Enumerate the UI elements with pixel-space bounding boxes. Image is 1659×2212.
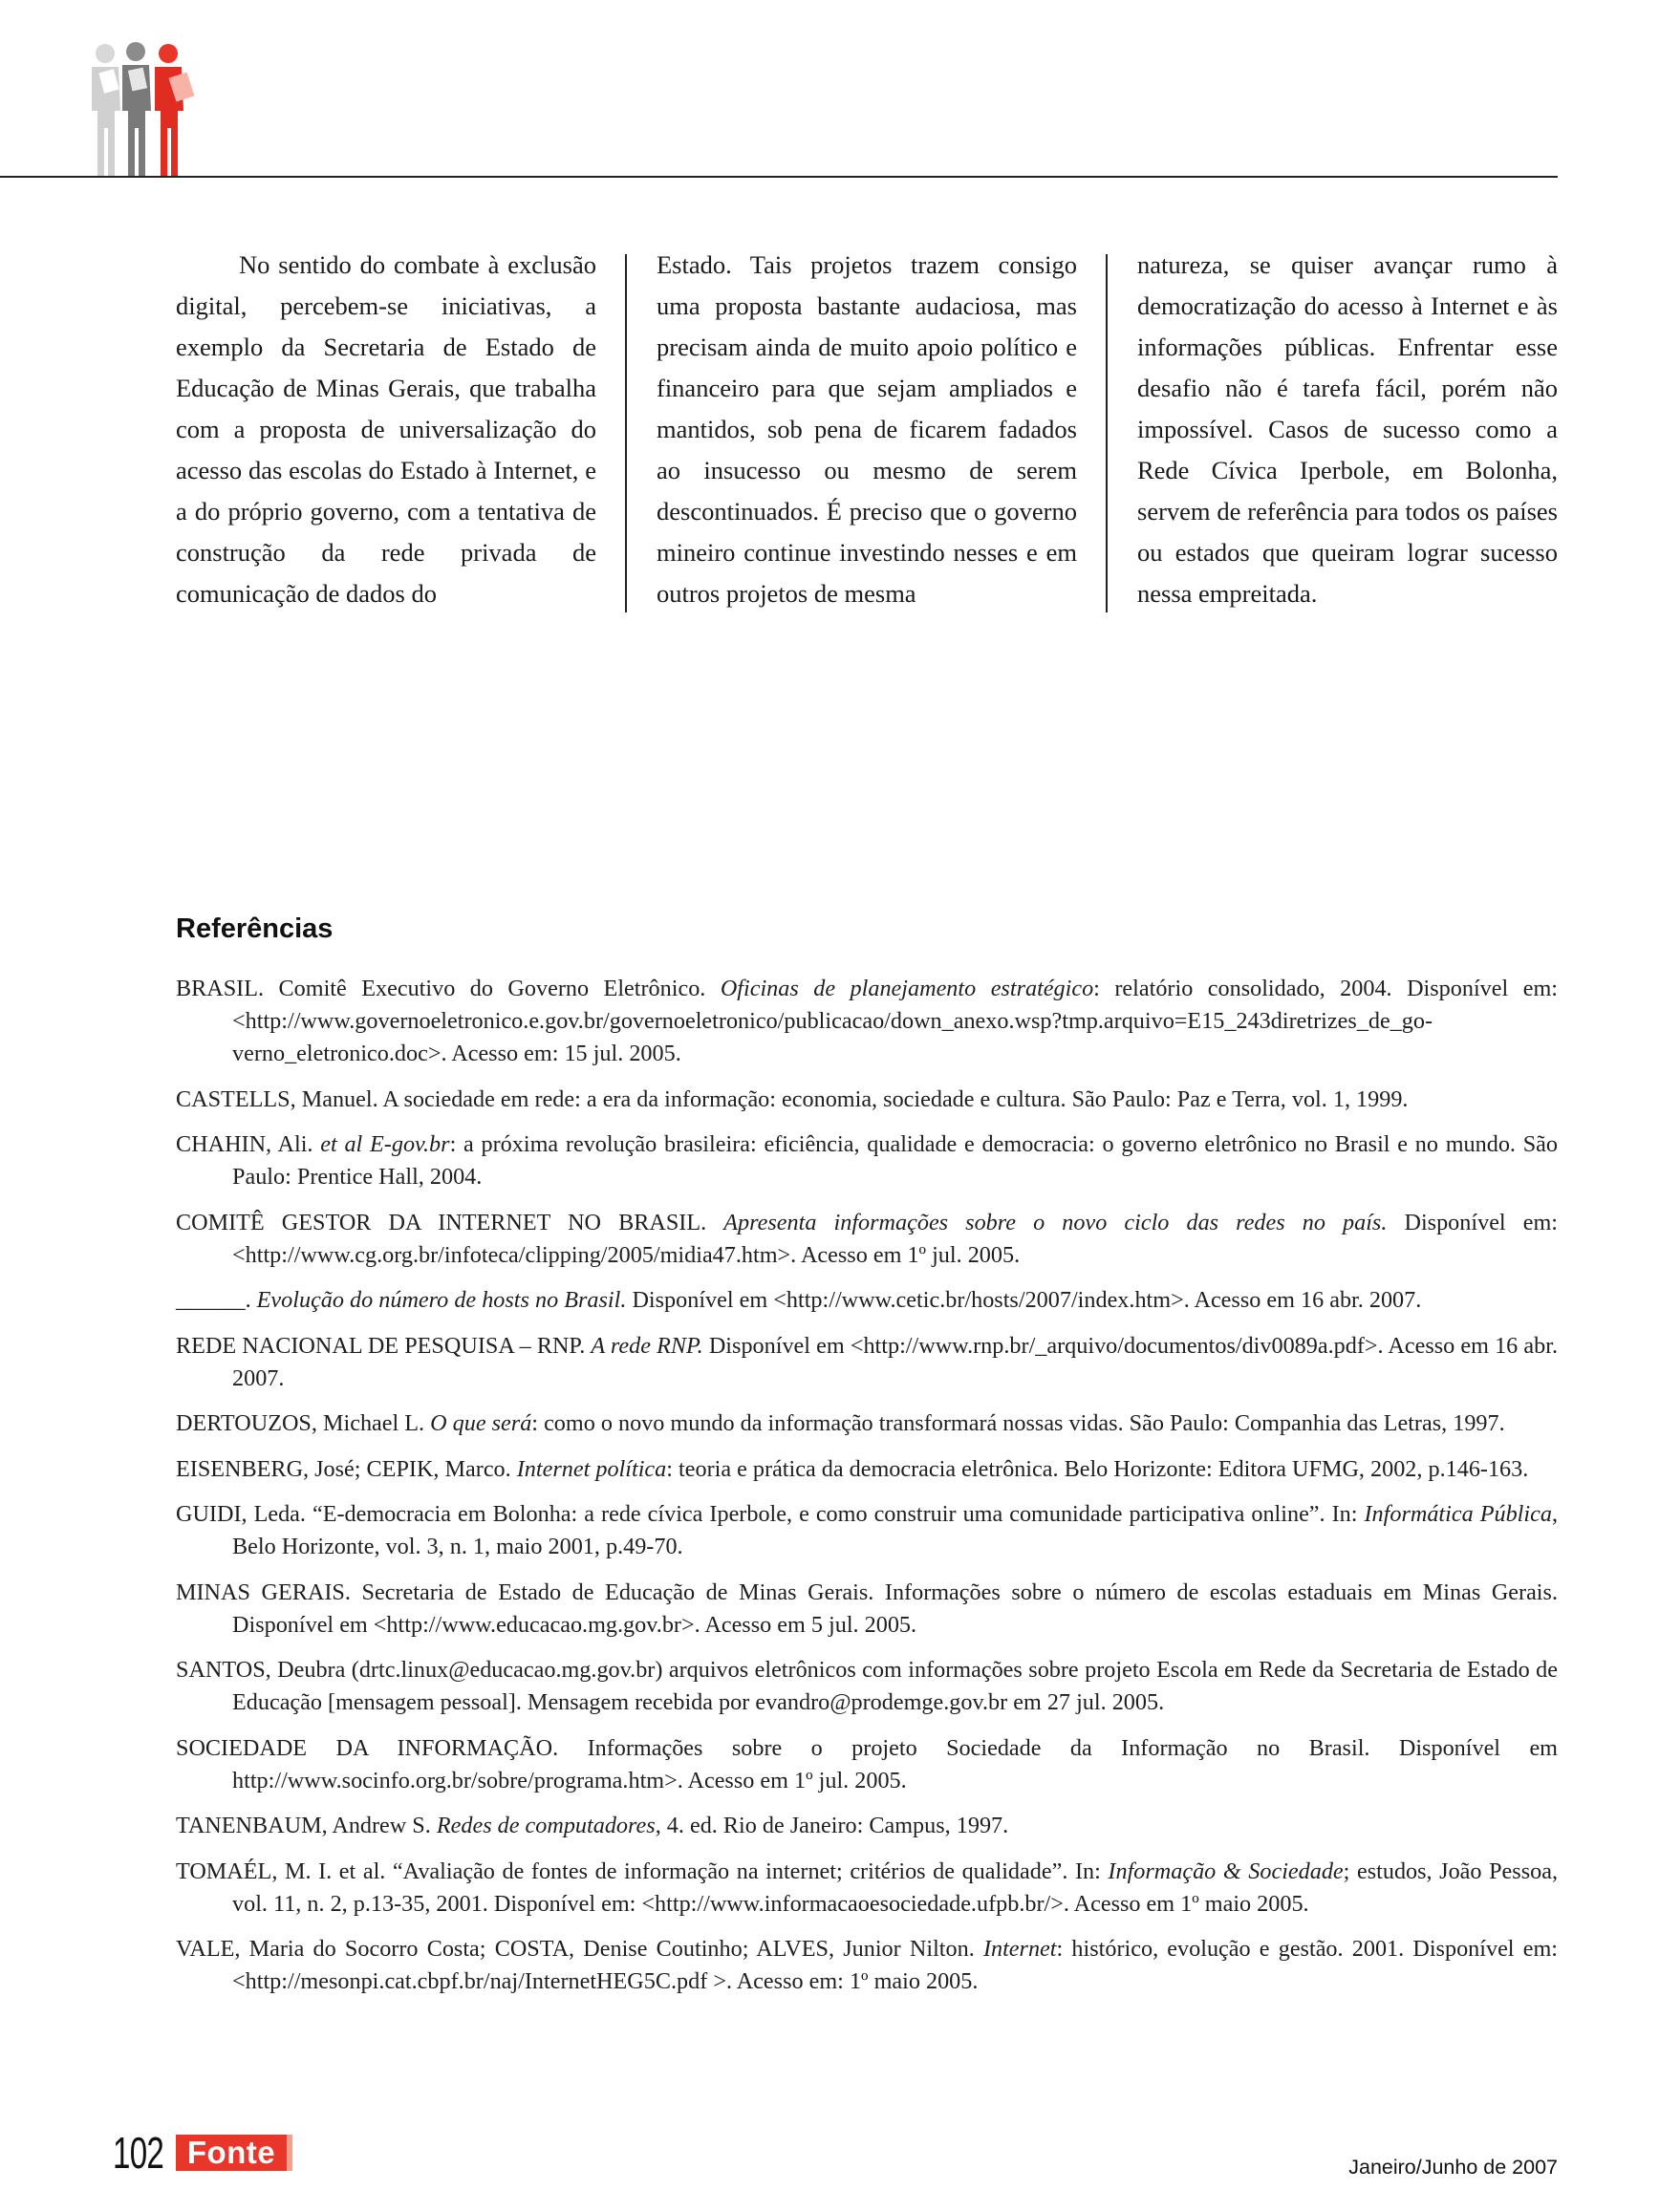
people-figures-icon <box>76 42 220 180</box>
reference-item <box>176 1654 1558 1719</box>
reference-title: Internet política <box>516 1455 667 1482</box>
reference-item <box>176 1284 1558 1317</box>
brand-logo: Fonte <box>176 2135 292 2171</box>
article-column-2 <box>657 245 1077 614</box>
reference-text: VALE, Maria do Socorro Costa; COSTA, Denise Coutinho; ALVES, Junior Nilton. <box>176 1936 983 1962</box>
reference-item <box>176 1856 1558 1921</box>
reference-item <box>176 1453 1558 1486</box>
reference-text: , 4. ed. Rio de Janeiro: Campus, 1997. <box>655 1813 1009 1838</box>
reference-text: SANTOS, Deubra (drtc.linux@educacao.mg.gov.br) arquivos eletrônicos com informações sobre projeto Escola em Rede da Secretaria de Estado de Educação [mensagem pessoal]. Mensagem recebida por evandro@prodemge.gov.br em 27 jul. 2005. <box>176 1657 1558 1715</box>
reference-item <box>176 1732 1558 1797</box>
header-rule <box>0 176 1558 178</box>
reference-item <box>176 1128 1558 1193</box>
reference-text: EISENBERG, José; CEPIK, Marco. <box>176 1455 517 1482</box>
reference-text: , Belo Horizonte, vol. 3, n. 1, maio 2001, p.49-70. <box>232 1501 1559 1559</box>
issue-date: Janeiro/Junho de 2007 <box>1348 2156 1558 2179</box>
reference-text: ; estudos, João Pessoa, vol. 11, n. 2, p.13-35, 2001. Disponível em: <http://www.informacaoesociedade.ufpb.br/>. Acesso em 1º maio 2005. <box>232 1858 1558 1917</box>
reference-text: : histórico, evolução e gestão. 2001. Disponível em: <http://mesonpi.cat.cbpf.br/naj/InternetHEG5C.pdf >. Acesso em: 1º maio 2005. <box>232 1936 1558 1994</box>
reference-text: MINAS GERAIS. Secretaria de Estado de Educação de Minas Gerais. Informações sobre o número de escolas estaduais em Minas Gerais. Disponível em <http://www.educacao.mg.gov.br>. Acesso em 5 jul. 2005. <box>176 1578 1558 1638</box>
column-divider <box>625 254 627 612</box>
article-body <box>176 245 1558 617</box>
reference-text: : a próxima revolução brasileira: eficiência, qualidade e democracia: o governo eletrônico no Brasil e no mundo. São Paulo: Prentice Hall, 2004. <box>232 1131 1559 1190</box>
reference-text: CASTELLS, Manuel. A sociedade em rede: a era da informação: economia, sociedade e cultura. São Paulo: Paz e Terra, vol. 1, 1999. <box>176 1085 1409 1112</box>
references-list <box>176 973 1558 2011</box>
reference-text: Disponível em <http://www.cetic.br/hosts/2007/index.htm>. Acesso em 16 abr. 2007. <box>626 1287 1422 1313</box>
reference-text: TOMAÉL, M. I. et al. “Avaliação de fontes de informação na internet; critérios de qualidade”. In: <box>176 1858 1109 1884</box>
paragraph: No sentido do combate à exclusão digital, percebem-se iniciativas, a exemplo da Secretaria de Estado de Educação de Minas Gerais, que trabalha com a proposta de universalização do acesso das escolas do Estado à Internet, e a do próprio governo, com a tentativa de construção da rede privada de comunicação de dados do <box>176 250 596 608</box>
reference-text: DERTOUZOS, Michael L. <box>176 1410 431 1436</box>
reference-title: O que será <box>430 1410 532 1436</box>
paragraph: Estado. Tais projetos trazem consigo uma proposta bastante audaciosa, mas precisam ainda de muito apoio político e financeiro para que sejam ampliados e mantidos, sob pena de ficarem fadados ao insucesso ou mesmo de serem descontinuados. É preciso que o governo mineiro continue investindo nesses e em outros projetos de mesma <box>657 250 1077 608</box>
reference-item <box>176 1407 1558 1440</box>
reference-item <box>176 1498 1558 1563</box>
reference-text: SOCIEDADE DA INFORMAÇÃO. Informações sobre o projeto Sociedade da Informação no Brasil. Disponível em http://www.socinfo.org.br/sobre/programa.htm>. Acesso em 1º jul. 2005. <box>176 1734 1558 1793</box>
reference-text: : relatório consolidado, 2004. Disponível em: <http://www.governoeletronico.e.gov.br/governoeletronico/publicacao/down_anexo.wsp?tmp.arquivo=E15_243diretrizes_de_governo_eletronico.doc>. Acesso em: 15 jul. 2005. <box>232 976 1558 1066</box>
reference-item <box>176 1207 1558 1272</box>
reference-title: Oficinas de planejamento estratégico <box>720 976 1094 1001</box>
reference-title: Informação & Sociedade <box>1108 1858 1344 1884</box>
reference-text: Disponível em <http://www.rnp.br/_arquivo/documentos/div0089a.pdf>. Acesso em 16 abr. 2007. <box>232 1332 1558 1391</box>
reference-text: CHAHIN, Ali. <box>176 1131 321 1157</box>
reference-text: GUIDI, Leda. “E-democracia em Bolonha: a rede cívica Iperbole, e como construir uma comunidade participativa online”. In: <box>176 1501 1365 1527</box>
reference-text: ______. <box>176 1287 257 1313</box>
paragraph: natureza, se quiser avançar rumo à democratização do acesso à Internet e às informações públicas. Enfrentar esse desafio não é tarefa fácil, porém não impossível. Casos de sucesso como a Rede Cívica Iperbole, em Bolonha, servem de referência para todos os países ou estados que queiram lograr sucesso nessa empreitada. <box>1137 250 1558 608</box>
reference-item <box>176 1577 1558 1642</box>
reference-title: A rede RNP. <box>591 1332 703 1359</box>
reference-text: TANENBAUM, Andrew S. <box>176 1813 437 1838</box>
reference-item <box>176 1810 1558 1842</box>
reference-text: BRASIL. Comitê Executivo do Governo Eletrônico. <box>176 976 721 1001</box>
reference-text: : teoria e prática da democracia eletrônica. Belo Horizonte: Editora UFMG, 2002, p.146-163. <box>666 1455 1529 1482</box>
reference-title: Internet <box>982 1936 1057 1962</box>
reference-title: et al E-gov.br <box>320 1131 450 1157</box>
references-heading: Referências <box>176 913 334 944</box>
reference-title: Apresenta informações sobre o novo ciclo das redes no país. <box>723 1209 1388 1235</box>
reference-item <box>176 973 1558 1070</box>
reference-text: : como o novo mundo da informação transformará nossas vidas. São Paulo: Companhia das Letras, 1997. <box>531 1410 1505 1436</box>
reference-item <box>176 1933 1558 1998</box>
reference-title: Informática Pública <box>1364 1501 1552 1527</box>
reference-title: Redes de computadores <box>436 1813 656 1838</box>
reference-item <box>176 1330 1558 1395</box>
reference-text: Disponível em: <http://www.cg.org.br/infoteca/clipping/2005/midia47.htm>. Acesso em 1º jul. 2005. <box>232 1209 1558 1268</box>
page-number: 102 <box>113 2128 164 2178</box>
column-divider <box>1106 254 1108 612</box>
reference-text: COMITÊ GESTOR DA INTERNET NO BRASIL. <box>176 1209 724 1235</box>
reference-text: REDE NACIONAL DE PESQUISA – RNP. <box>176 1332 592 1359</box>
reference-title: Evolução do número de hosts no Brasil. <box>256 1287 627 1313</box>
article-column-3 <box>1137 245 1558 614</box>
reference-item <box>176 1084 1558 1116</box>
article-column-1 <box>176 245 596 614</box>
